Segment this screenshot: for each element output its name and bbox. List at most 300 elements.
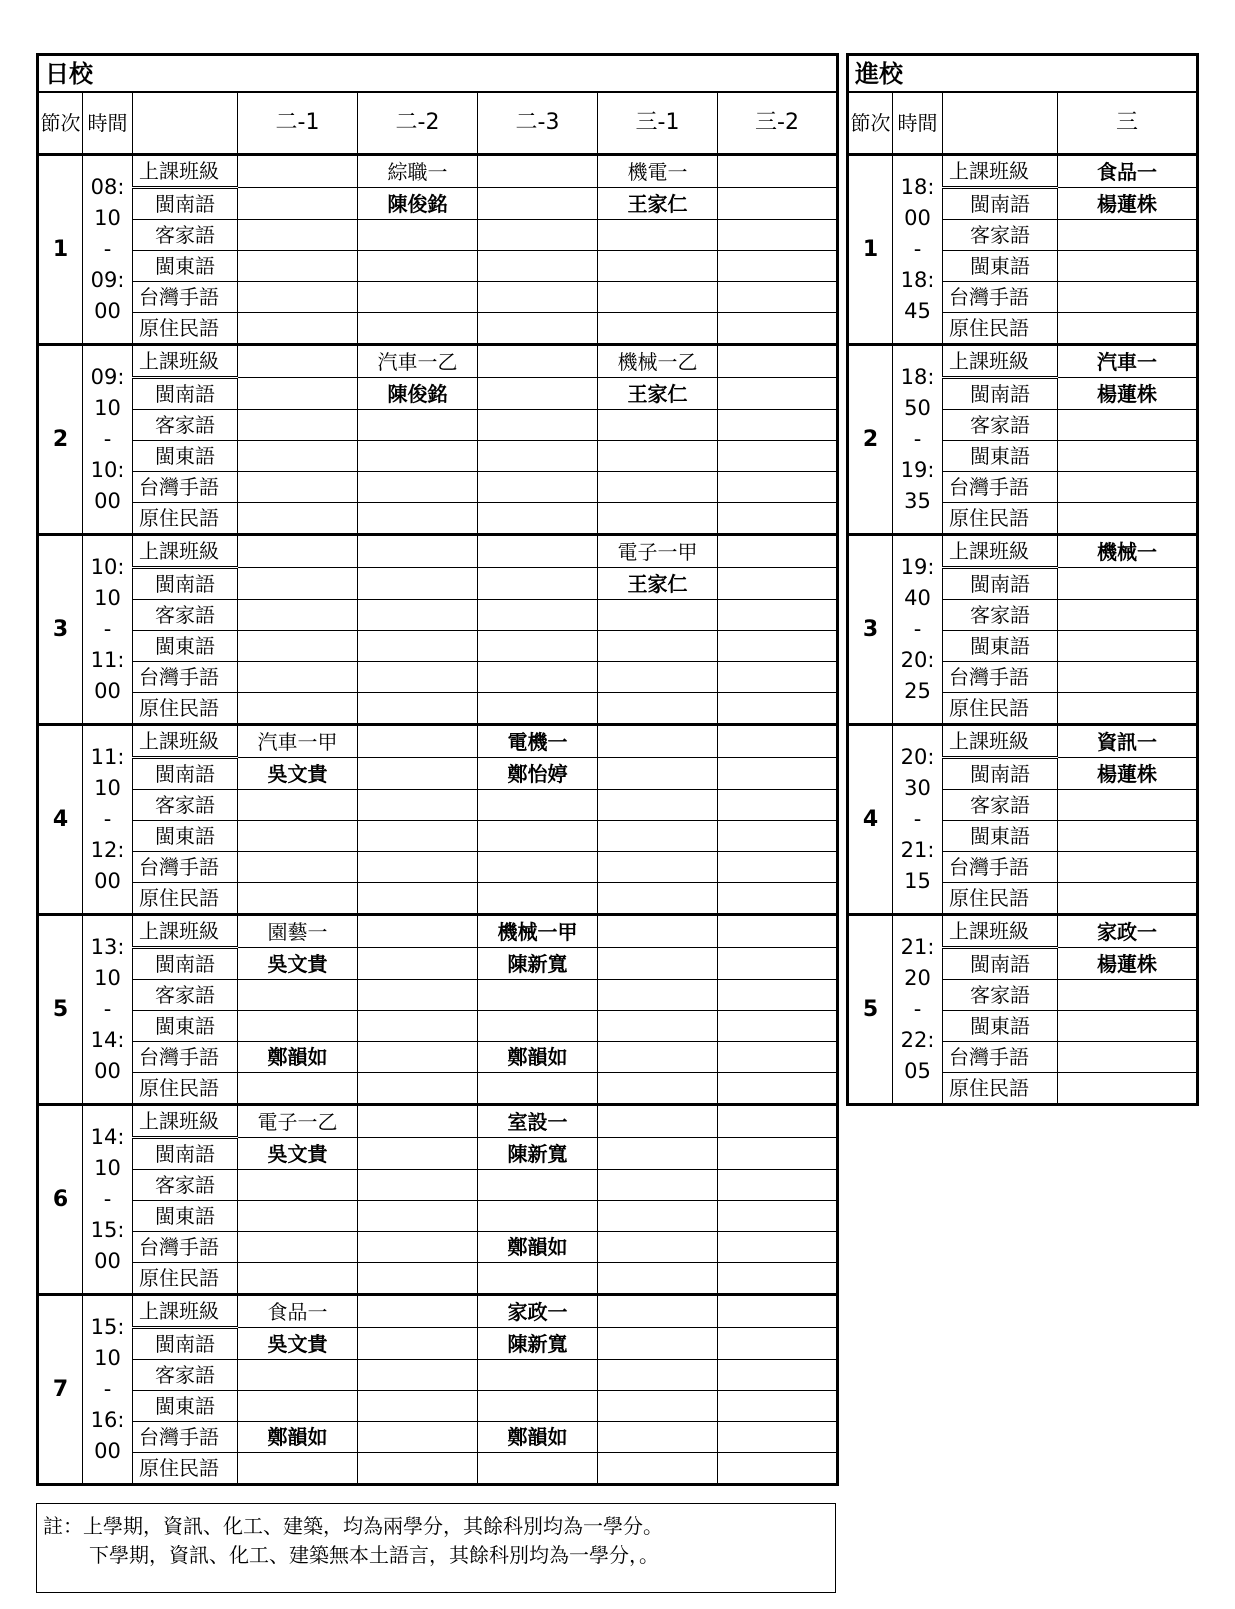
timetable-cell (598, 472, 718, 503)
timetable-cell (598, 821, 718, 852)
row-label: 上課班級 (133, 155, 238, 188)
period-number: 5 (38, 915, 83, 1105)
table-row (38, 790, 838, 821)
timetable-cell (478, 472, 598, 503)
row-label: 上課班級 (943, 915, 1058, 948)
period-number: 3 (848, 535, 893, 725)
timetable-cell (238, 568, 358, 600)
timetable-cell (598, 1360, 718, 1391)
class-header: 二-2 (358, 92, 478, 155)
timetable-cell (358, 1073, 478, 1105)
timetable-cell (718, 1073, 838, 1105)
period-time (893, 915, 943, 1105)
timetable-cell (718, 1232, 838, 1263)
time-part: 30 (904, 776, 931, 800)
row-label: 閩南語 (943, 568, 1058, 600)
timetable-cell (598, 693, 718, 725)
timetable-cell (718, 1263, 838, 1295)
row-label: 閩南語 (943, 758, 1058, 790)
timetable-cell (358, 662, 478, 693)
timetable-cell (478, 883, 598, 915)
timetable-cell (718, 1391, 838, 1422)
timetable-cell (238, 1391, 358, 1422)
timetable-cell (358, 852, 478, 883)
timetable-cell (358, 915, 478, 948)
timetable-cell (598, 1391, 718, 1422)
timetable-cell (478, 155, 598, 188)
timetable-cell (1058, 852, 1198, 883)
row-label: 閩東語 (943, 821, 1058, 852)
row-label: 客家語 (133, 410, 238, 441)
timetable-cell (238, 1201, 358, 1232)
timetable-cell (358, 1201, 478, 1232)
row-label: 台灣手語 (943, 662, 1058, 693)
timetable-cell (1058, 410, 1198, 441)
row-label: 閩南語 (133, 948, 238, 980)
row-label: 上課班級 (943, 155, 1058, 188)
time-part: 10 (94, 966, 121, 990)
timetable-cell: 吳文貴 (238, 1328, 358, 1360)
timetable-cell (1058, 251, 1198, 282)
time-part: 35 (904, 489, 931, 513)
row-label: 上課班級 (133, 1105, 238, 1138)
time-part: 11: (90, 648, 125, 672)
timetable-cell: 機械一乙 (598, 345, 718, 378)
period-number: 4 (848, 725, 893, 915)
timetable-cell (1058, 883, 1198, 915)
period-number: 1 (848, 155, 893, 345)
row-label: 閩東語 (943, 1011, 1058, 1042)
time-part: 00 (94, 489, 121, 513)
timetable-cell: 電子一甲 (598, 535, 718, 568)
table-row (38, 1232, 838, 1263)
day-header-row (38, 92, 838, 155)
class-header: 三-1 (598, 92, 718, 155)
timetable-cell (478, 220, 598, 251)
timetable-cell (478, 410, 598, 441)
row-label: 閩東語 (943, 441, 1058, 472)
timetable-cell (718, 313, 838, 345)
timetable-cell (598, 503, 718, 535)
period-number: 6 (38, 1105, 83, 1295)
row-label: 台灣手語 (133, 1232, 238, 1263)
row-label: 原住民語 (133, 1453, 238, 1485)
table-row (38, 631, 838, 662)
timetable-cell (718, 1328, 838, 1360)
time-part: 14: (90, 1125, 125, 1149)
timetable-cell (718, 155, 838, 188)
timetable-cell: 吳文貴 (238, 758, 358, 790)
timetable-cell (598, 1422, 718, 1453)
timetable-cell (358, 1453, 478, 1485)
table-row (38, 378, 838, 410)
row-label: 台灣手語 (943, 852, 1058, 883)
timetable-cell: 吳文貴 (238, 1138, 358, 1170)
row-label: 客家語 (133, 1170, 238, 1201)
timetable-cell (478, 631, 598, 662)
timetable-cell: 陳新寬 (478, 1328, 598, 1360)
time-part: 15: (90, 1218, 125, 1242)
night-title-row (848, 55, 1198, 93)
row-label: 台灣手語 (133, 852, 238, 883)
timetable-cell: 王家仁 (598, 188, 718, 220)
timetable-cell (598, 1453, 718, 1485)
time-part: 22: (900, 1028, 935, 1052)
timetable-cell (598, 883, 718, 915)
table-row (38, 821, 838, 852)
timetable-cell (358, 790, 478, 821)
timetable-cell: 楊蓮株 (1058, 758, 1198, 790)
time-part: 10 (94, 396, 121, 420)
timetable-cell (718, 220, 838, 251)
timetable-cell (358, 313, 478, 345)
row-label: 上課班級 (133, 1295, 238, 1328)
table-row (38, 662, 838, 693)
table-row (848, 915, 1198, 948)
timetable-cell (718, 1201, 838, 1232)
row-label: 上課班級 (133, 725, 238, 758)
time-part: 09: (90, 365, 125, 389)
timetable-cell (598, 313, 718, 345)
timetable-cell (358, 568, 478, 600)
timetable-cell (718, 1138, 838, 1170)
row-label: 客家語 (943, 790, 1058, 821)
timetable-cell (358, 535, 478, 568)
timetable-cell (478, 503, 598, 535)
timetable-cell (358, 1232, 478, 1263)
row-label: 閩東語 (943, 251, 1058, 282)
timetable-cell (238, 155, 358, 188)
timetable-cell (358, 1105, 478, 1138)
timetable-cell (598, 1105, 718, 1138)
time-part: 10 (94, 776, 121, 800)
timetable-cell (478, 1201, 598, 1232)
timetable-cell (478, 980, 598, 1011)
timetable-cell (718, 251, 838, 282)
table-row (38, 282, 838, 313)
table-row (38, 472, 838, 503)
row-label: 原住民語 (943, 883, 1058, 915)
table-row (38, 345, 838, 378)
timetable-cell (238, 472, 358, 503)
timetable-cell (238, 852, 358, 883)
timetable-cell (598, 282, 718, 313)
time-part: 16: (90, 1408, 125, 1432)
row-label: 閩東語 (133, 1391, 238, 1422)
time-part: 20: (900, 745, 935, 769)
timetable-cell: 陳俊銘 (358, 188, 478, 220)
period-number: 5 (848, 915, 893, 1105)
timetable-cell (1058, 1042, 1198, 1073)
timetable-cell (238, 313, 358, 345)
period-number: 2 (38, 345, 83, 535)
timetable-cell: 鄭韻如 (478, 1042, 598, 1073)
row-label: 上課班級 (943, 345, 1058, 378)
timetable-cell: 綜職一 (358, 155, 478, 188)
table-row (38, 188, 838, 220)
timetable-cell (358, 1138, 478, 1170)
time-part: 00 (94, 1439, 121, 1463)
row-label: 閩東語 (133, 441, 238, 472)
timetable-cell (718, 345, 838, 378)
timetable-cell (358, 251, 478, 282)
night-header-row (848, 92, 1198, 155)
row-label: 客家語 (133, 790, 238, 821)
timetable-cell (718, 472, 838, 503)
class-header: 三-2 (718, 92, 838, 155)
table-row (38, 313, 838, 345)
table-row (38, 1263, 838, 1295)
timetable-cell (478, 345, 598, 378)
timetable-cell (718, 1360, 838, 1391)
timetable-cell (358, 1042, 478, 1073)
time-part: 21: (900, 935, 935, 959)
table-row (38, 1295, 838, 1328)
timetable-cell (718, 188, 838, 220)
row-label: 上課班級 (133, 915, 238, 948)
time-part: 25 (904, 679, 931, 703)
timetable-cell (478, 1170, 598, 1201)
timetable-cell (238, 378, 358, 410)
row-label: 原住民語 (133, 693, 238, 725)
timetable-cell (238, 441, 358, 472)
timetable-cell: 電子一乙 (238, 1105, 358, 1138)
timetable-cell: 機電一 (598, 155, 718, 188)
period-number: 4 (38, 725, 83, 915)
timetable-cell (718, 282, 838, 313)
time-part: - (103, 1377, 112, 1401)
table-row (38, 948, 838, 980)
timetable-cell (598, 1138, 718, 1170)
timetable-cell (1058, 313, 1198, 345)
time-part: 19: (900, 458, 935, 482)
table-row (38, 883, 838, 915)
time-part: - (103, 997, 112, 1021)
timetable-cell (1058, 1073, 1198, 1105)
table-row (38, 852, 838, 883)
time-part: 00 (94, 1249, 121, 1273)
row-label: 閩南語 (133, 568, 238, 600)
row-label: 台灣手語 (943, 1042, 1058, 1073)
timetable-cell (238, 693, 358, 725)
table-row (38, 1138, 838, 1170)
timetable-cell (598, 758, 718, 790)
timetable-cell (718, 600, 838, 631)
period-header: 節次 (38, 92, 83, 155)
table-row (38, 441, 838, 472)
time-part: 10 (94, 586, 121, 610)
period-time (83, 1295, 133, 1485)
timetable-cell (718, 535, 838, 568)
timetable-cell (478, 251, 598, 282)
row-label: 閩東語 (133, 251, 238, 282)
time-part: 50 (904, 396, 931, 420)
timetable-cell (718, 980, 838, 1011)
row-label: 台灣手語 (943, 282, 1058, 313)
timetable-cell (238, 1073, 358, 1105)
timetable-cell: 家政一 (1058, 915, 1198, 948)
time-part: 08: (90, 175, 125, 199)
time-part: 10: (90, 555, 125, 579)
timetable-cell (598, 410, 718, 441)
timetable-cell (598, 251, 718, 282)
time-part: 05 (904, 1059, 931, 1083)
period-time (893, 725, 943, 915)
row-label: 閩東語 (943, 631, 1058, 662)
table-row (38, 1360, 838, 1391)
time-part: - (913, 997, 922, 1021)
timetable-cell (238, 282, 358, 313)
timetable-cell (358, 410, 478, 441)
row-label: 上課班級 (943, 725, 1058, 758)
timetable-cell (718, 1453, 838, 1485)
table-row (38, 1105, 838, 1138)
row-label: 客家語 (943, 600, 1058, 631)
period-number: 1 (38, 155, 83, 345)
timetable-cell (718, 821, 838, 852)
timetable-cell: 食品一 (238, 1295, 358, 1328)
night-school-title: 進校 (848, 55, 1198, 93)
day-title-row (38, 55, 838, 93)
row-label: 客家語 (943, 980, 1058, 1011)
row-label: 上課班級 (133, 535, 238, 568)
timetable-cell (358, 1170, 478, 1201)
timetable-cell (358, 1263, 478, 1295)
timetable-cell (478, 821, 598, 852)
night-school-timetable (846, 53, 1199, 1106)
class-header: 二-3 (478, 92, 598, 155)
timetable-cell (478, 600, 598, 631)
timetable-cell (718, 852, 838, 883)
timetable-cell (478, 1391, 598, 1422)
day-school-timetable (36, 53, 839, 1486)
timetable-cell (358, 821, 478, 852)
timetable-cell (598, 662, 718, 693)
timetable-cell (718, 1042, 838, 1073)
timetable-cell (598, 725, 718, 758)
time-part: - (913, 427, 922, 451)
table-row (38, 725, 838, 758)
timetable-cell (238, 1170, 358, 1201)
period-time (83, 1105, 133, 1295)
timetable-cell (1058, 980, 1198, 1011)
time-part: 09: (90, 268, 125, 292)
timetable-cell (598, 600, 718, 631)
timetable-cell (478, 313, 598, 345)
table-row (38, 1073, 838, 1105)
table-row (38, 220, 838, 251)
time-part: 11: (90, 745, 125, 769)
row-label: 客家語 (133, 600, 238, 631)
timetable-cell (598, 631, 718, 662)
timetable-cell (358, 472, 478, 503)
timetable-cell (478, 535, 598, 568)
time-part: 15 (904, 869, 931, 893)
row-label: 閩南語 (943, 188, 1058, 220)
table-row (38, 535, 838, 568)
period-time (83, 155, 133, 345)
timetable-cell: 楊蓮株 (1058, 188, 1198, 220)
timetable-cell: 陳新寬 (478, 948, 598, 980)
timetable-cell (238, 1011, 358, 1042)
timetable-cell (238, 220, 358, 251)
period-number: 3 (38, 535, 83, 725)
table-row (38, 980, 838, 1011)
row-label: 原住民語 (943, 503, 1058, 535)
timetable-cell (718, 662, 838, 693)
timetable-cell: 汽車一乙 (358, 345, 478, 378)
timetable-cell: 鄭韻如 (478, 1422, 598, 1453)
row-label: 閩南語 (133, 758, 238, 790)
timetable-cell (238, 535, 358, 568)
timetable-cell (718, 790, 838, 821)
timetable-cell (598, 1011, 718, 1042)
timetable-cell (478, 852, 598, 883)
table-row (38, 758, 838, 790)
timetable-cell (1058, 220, 1198, 251)
row-label: 原住民語 (133, 883, 238, 915)
timetable-cell (478, 1073, 598, 1105)
timetable-cell (358, 1422, 478, 1453)
timetable-cell (478, 188, 598, 220)
timetable-cell: 園藝一 (238, 915, 358, 948)
row-label: 上課班級 (133, 345, 238, 378)
period-time (83, 535, 133, 725)
footnote-line-1: 註：上學期，資訊、化工、建築，均為兩學分，其餘科別均為一學分。 (43, 1514, 663, 1538)
timetable-cell (358, 1391, 478, 1422)
timetable-cell (718, 378, 838, 410)
timetable-cell (478, 282, 598, 313)
time-part: - (103, 427, 112, 451)
timetable-cell (238, 1232, 358, 1263)
timetable-cell (718, 441, 838, 472)
time-part: - (103, 807, 112, 831)
timetable-cell (598, 790, 718, 821)
timetable-cell (358, 282, 478, 313)
timetable-cell (598, 1201, 718, 1232)
time-part: - (913, 807, 922, 831)
row-label: 閩南語 (133, 1138, 238, 1170)
timetable-cell (1058, 282, 1198, 313)
timetable-cell (718, 1295, 838, 1328)
timetable-cell: 機械一 (1058, 535, 1198, 568)
timetable-cell: 楊蓮株 (1058, 948, 1198, 980)
row-label: 客家語 (133, 1360, 238, 1391)
timetable-cell (718, 725, 838, 758)
row-label: 台灣手語 (133, 282, 238, 313)
row-label: 閩東語 (133, 631, 238, 662)
time-part: 10 (94, 1346, 121, 1370)
timetable-cell (1058, 600, 1198, 631)
table-row (38, 155, 838, 188)
table-row (38, 1201, 838, 1232)
row-label: 閩東語 (133, 1201, 238, 1232)
timetable-cell (238, 600, 358, 631)
timetable-cell (718, 568, 838, 600)
timetable-cell (598, 1295, 718, 1328)
row-label: 客家語 (133, 980, 238, 1011)
table-row (848, 535, 1198, 568)
period-number: 7 (38, 1295, 83, 1485)
timetable-cell (718, 883, 838, 915)
time-part: - (103, 237, 112, 261)
timetable-cell (1058, 568, 1198, 600)
row-label: 原住民語 (133, 313, 238, 345)
row-label: 原住民語 (133, 503, 238, 535)
time-part: 21: (900, 838, 935, 862)
timetable-cell (718, 1170, 838, 1201)
timetable-cell: 鄭韻如 (238, 1422, 358, 1453)
